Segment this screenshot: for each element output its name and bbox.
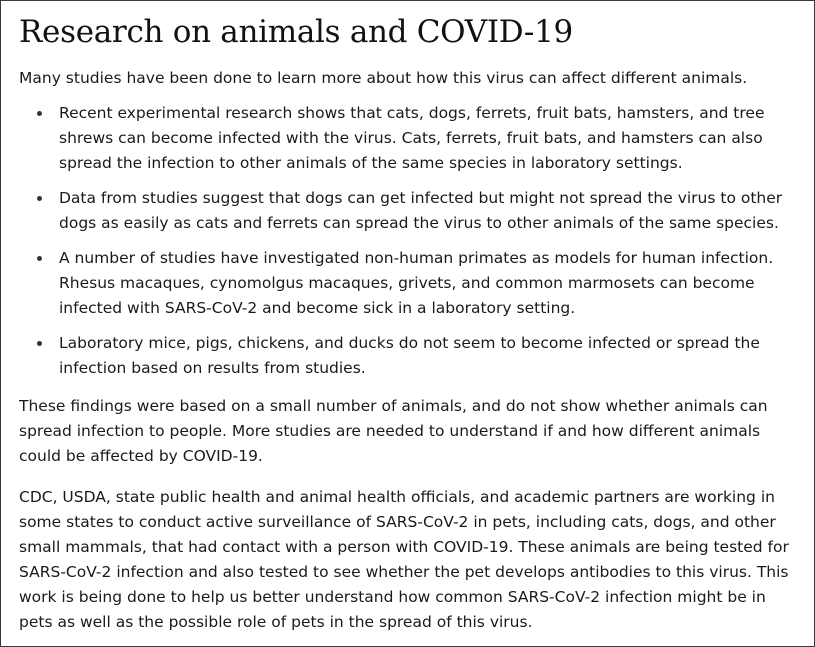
surveillance-paragraph: CDC, USDA, state public health and animal health officials, and academic partners are working in some states to conduct active surveillance of SARS-CoV-2 in pets, including cats, dogs, and other small mammals, that had contact with a person with COVID-19. These animals are being tested for SARS-CoV-2 infection and also tested to see whether the pet develops antibodies to this virus. This work is being done to help us better understand how common SARS-CoV-2 infection might be in pets as well as the possible role of pets in the spread of this virus.	[19, 488, 789, 631]
list-item	[59, 331, 801, 381]
list-item	[59, 246, 801, 321]
bullet-icon	[37, 111, 42, 116]
bullet-icon	[37, 256, 42, 261]
intro-paragraph: Many studies have been done to learn more about how this virus can affect different animals.	[19, 69, 748, 87]
list-item-text: Data from studies suggest that dogs can get infected but might not spread the virus to other dogs as easily as cats and ferrets can spread the virus to other animals of the same species.	[59, 189, 783, 232]
list-item-text: Recent experimental research shows that cats, dogs, ferrets, fruit bats, hamsters, and tree shrews can become infected with the virus. Cats, ferrets, fruit bats, and hamsters can also spread the infection to other animals of the same species in laboratory settings.	[59, 104, 765, 172]
bullet-icon	[37, 341, 42, 346]
findings-paragraph: These findings were based on a small number of animals, and do not show whether animals can spread infection to people. More studies are needed to understand if and how different animals could be affected by COVID-19.	[19, 397, 768, 465]
page-title: Research on animals and COVID-19	[19, 14, 573, 50]
list-item-text: A number of studies have investigated non-human primates as models for human infection. Rhesus macaques, cynomolgus macaques, grivets, and common marmosets can become infected with SARS-CoV-2 and become sick in a laboratory setting.	[59, 249, 774, 317]
article-content	[19, 1, 801, 635]
list-item	[59, 101, 801, 176]
findings-list	[19, 101, 801, 381]
list-item	[59, 186, 801, 236]
list-item-text: Laboratory mice, pigs, chickens, and ducks do not seem to become infected or spread the infection based on results from studies.	[59, 334, 760, 377]
bullet-icon	[37, 196, 42, 201]
